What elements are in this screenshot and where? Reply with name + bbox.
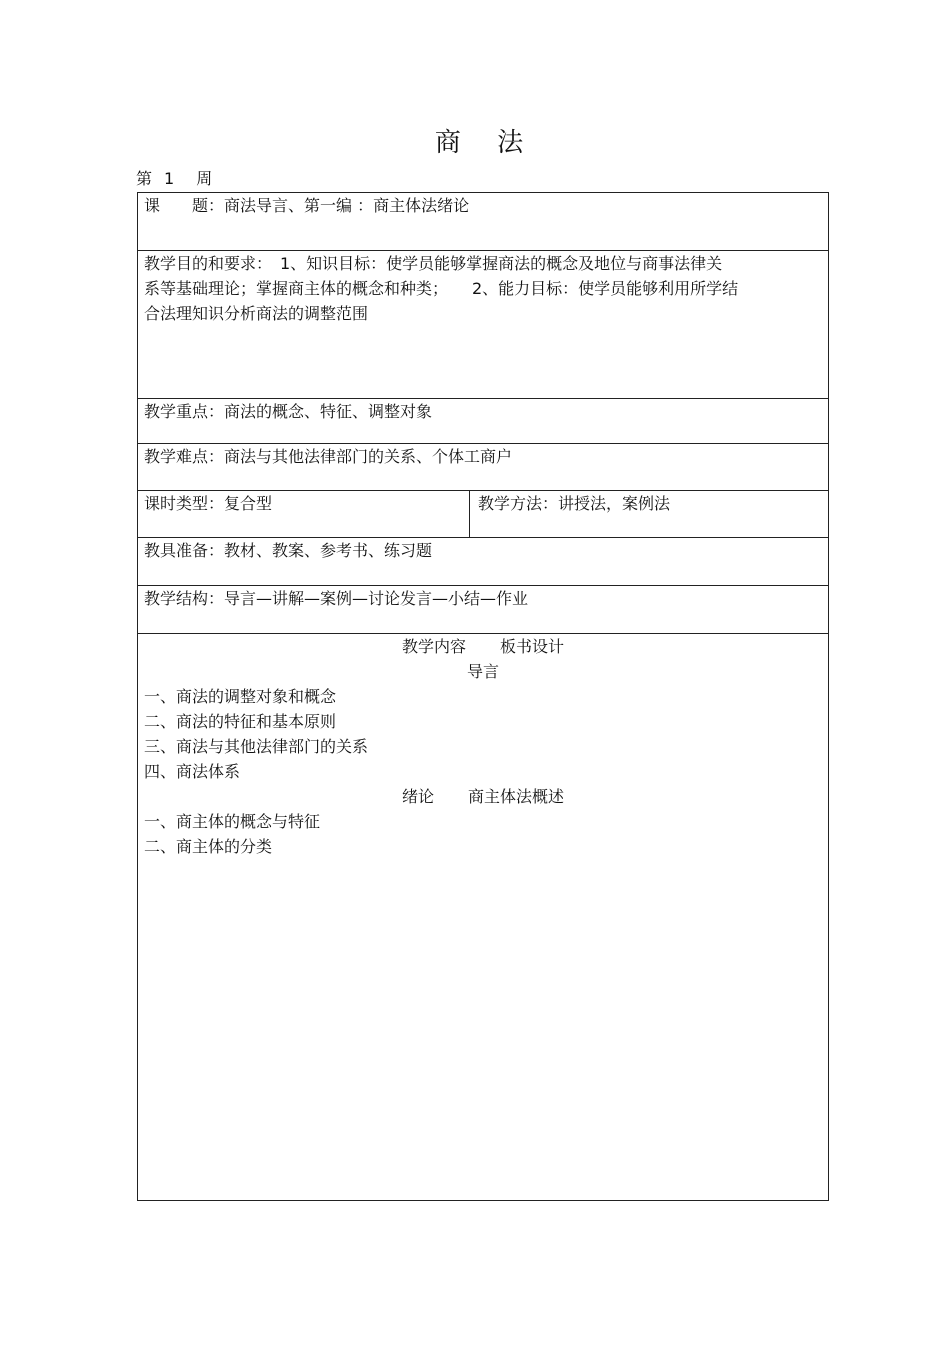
section-heading: [138, 784, 828, 809]
content-header-right: 板书设计: [500, 637, 565, 656]
lesson-plan-form: [137, 192, 829, 1201]
week-label: [136, 166, 212, 189]
difficulties: 教学难点：商法与其他法律部门的关系、个体工商户: [144, 447, 513, 466]
section-item-1: 一、商主体的概念与特征: [144, 812, 321, 831]
document-title: 商 法: [434, 128, 538, 158]
teaching-methods: 教学方法：讲授法，案例法: [478, 494, 671, 513]
section-item-2: 二、商主体的分类: [144, 837, 273, 856]
intro-item-3: 三、商法与其他法律部门的关系: [144, 737, 369, 756]
teaching-tools: 教具准备：教材、教案、参考书、练习题: [144, 541, 433, 560]
teaching-structure: 教学结构：导言—讲解—案例—讨论发言—小结—作业: [144, 589, 529, 608]
row-key-points: [138, 399, 828, 444]
objectives-line-3: 合法理知识分析商法的调整范围: [144, 304, 369, 323]
intro-item-4: 四、商法体系: [144, 762, 241, 781]
objectives-line-2: 系等基础理论；掌握商主体的概念和种类； 2、能力目标：使学员能够利用所学结: [144, 279, 739, 298]
row-objectives: [138, 251, 828, 399]
intro-item-2: 二、商法的特征和基本原则: [144, 712, 337, 731]
objectives-line-1: 教学目的和要求： 1、知识目标：使学员能够掌握商法的概念及地位与商事法律关: [144, 254, 723, 273]
objectives-block: [144, 194, 814, 251]
key-points: 教学重点：商法的概念、特征、调整对象: [144, 402, 433, 421]
week-prefix: 第: [136, 169, 153, 188]
section-heading-right: 商主体法概述: [468, 787, 565, 806]
intro-title: 导言: [466, 662, 499, 681]
course-topic: 课 题：商法导言、第一编 ：商主体法绪论: [144, 196, 470, 215]
content-header-left: 教学内容: [401, 637, 466, 656]
week-suffix: 周: [196, 169, 213, 188]
content-area: [138, 634, 828, 1200]
row-tools: [138, 538, 828, 586]
class-type: 课时类型：复合型: [144, 494, 273, 513]
intro-item-1: 一、商法的调整对象和概念: [144, 687, 337, 706]
content-header: [138, 634, 828, 659]
row-class-type-methods: [138, 491, 828, 538]
column-divider: [469, 491, 470, 537]
row-difficulties: [138, 444, 828, 491]
section-heading-left: 绪论: [401, 787, 434, 806]
week-number: 1: [164, 169, 175, 188]
row-structure: [138, 586, 828, 634]
